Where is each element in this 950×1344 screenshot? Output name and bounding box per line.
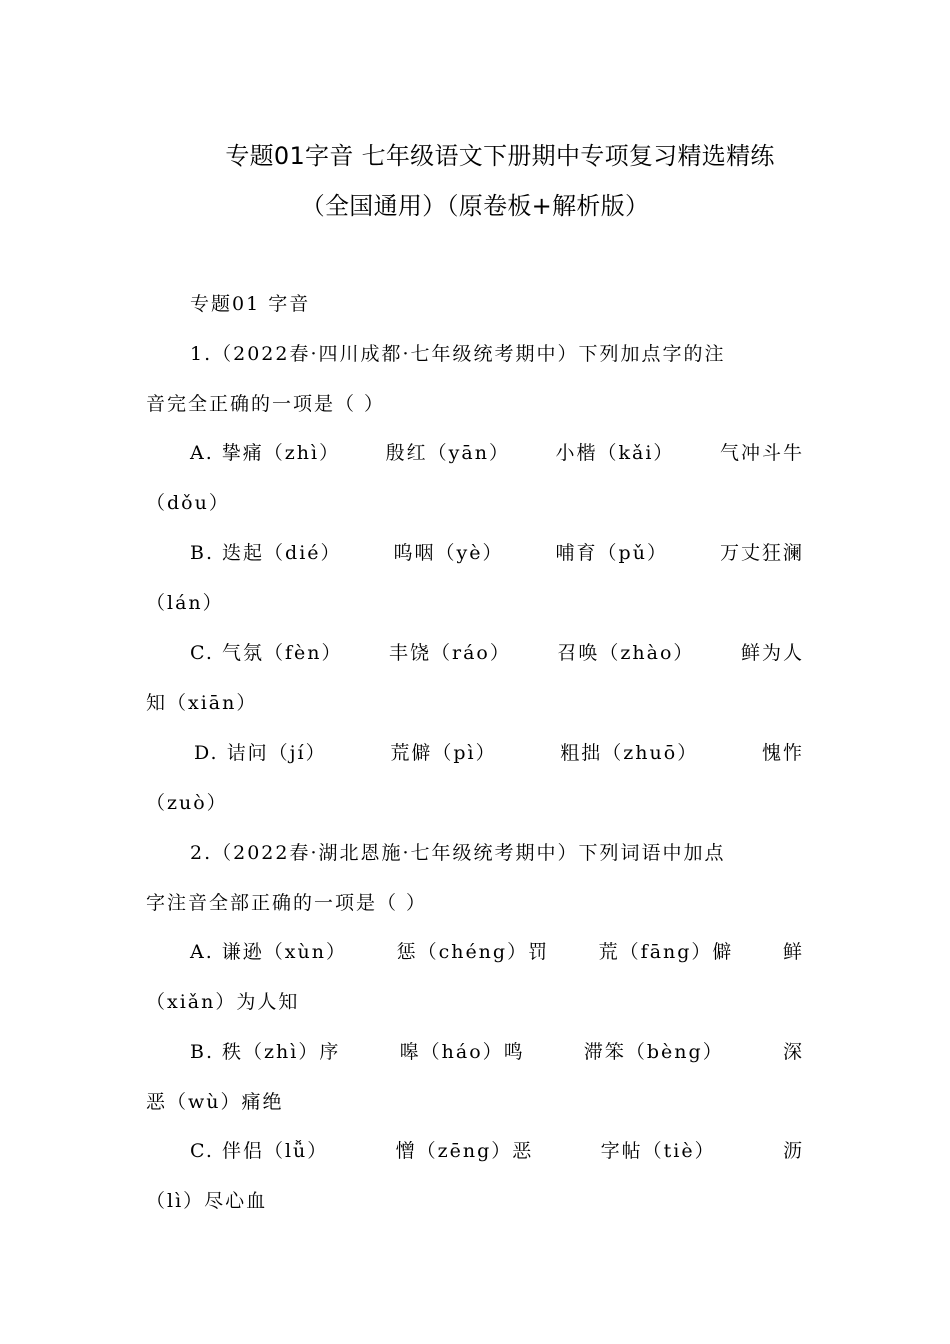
q2-stem-line1: 2.（2022春·湖北恩施·七年级统考期中）下列词语中加点 — [190, 842, 726, 864]
q1-option-c — [190, 638, 804, 665]
document-title-line1: 专题01字音 七年级语文下册期中专项复习精选精练 — [225, 142, 775, 170]
q1-b-word3: 哺育（pǔ） — [555, 542, 668, 564]
q2-option-b-cont: 恶（wù）痛绝 — [146, 1091, 284, 1113]
q2-a-word4: 鲜 — [782, 941, 804, 963]
q2-a-word3: 荒（fāng）僻 — [598, 941, 734, 963]
q2-stem-line2: 字注音全部正确的一项是（ ） — [146, 892, 428, 914]
q2-c-word2: 憎（zēng）恶 — [395, 1140, 534, 1162]
q1-c-word1: C. 气氛（fèn） — [190, 642, 343, 664]
q1-c-word4: 鲜为人 — [740, 642, 804, 664]
q2-option-a-cont: （xiǎn）为人知 — [146, 991, 300, 1013]
q1-option-a — [190, 438, 804, 465]
q1-a-word2: 殷红（yān） — [385, 442, 510, 464]
q1-option-a-cont: （dǒu） — [146, 492, 230, 514]
q2-b-word3: 滞笨（bèng） — [583, 1041, 724, 1063]
q2-c-word4: 沥 — [782, 1140, 804, 1162]
q2-b-word1: B. 秩（zhì）序 — [190, 1041, 341, 1063]
q2-option-c — [190, 1136, 804, 1163]
q1-a-word4: 气冲斗牛 — [719, 442, 804, 464]
q2-a-word1: A. 谦逊（xùn） — [190, 941, 347, 963]
document-title-line2: （全国通用）（原卷板+解析版） — [300, 192, 650, 220]
q1-stem-line1: 1.（2022春·四川成都·七年级统考期中）下列加点字的注 — [190, 343, 726, 365]
q2-b-word4: 深 — [782, 1041, 804, 1063]
q1-d-word2: 荒僻（pì） — [390, 742, 497, 764]
q1-a-word1: A. 挚痛（zhì） — [190, 442, 341, 464]
q2-b-word2: 嗥（háo）鸣 — [399, 1041, 525, 1063]
q2-a-word2: 惩（chéng）罚 — [396, 941, 550, 963]
q1-b-word2: 呜咽（yè） — [393, 542, 504, 564]
q2-option-c-cont: （lì）尽心血 — [146, 1190, 268, 1212]
q2-option-b — [190, 1037, 804, 1064]
q1-b-word4: 万丈狂澜 — [719, 542, 804, 564]
q1-a-word3: 小楷（kǎi） — [555, 442, 675, 464]
q1-option-b — [190, 538, 804, 565]
q1-c-word3: 召唤（zhào） — [557, 642, 695, 664]
q1-d-word3: 粗拙（zhuō） — [560, 742, 699, 764]
q2-option-a — [190, 937, 804, 964]
section-heading: 专题01 字音 — [190, 293, 311, 315]
q1-d-word4: 愧怍 — [761, 742, 804, 764]
q1-option-d — [194, 738, 804, 765]
q1-stem-line2: 音完全正确的一项是（ ） — [146, 393, 386, 415]
q2-c-word3: 字帖（tiè） — [600, 1140, 716, 1162]
q1-b-word1: B. 迭起（dié） — [190, 542, 342, 564]
q1-option-c-cont: 知（xiān） — [146, 692, 258, 714]
q1-d-word1: D. 诘问（jí） — [194, 742, 327, 764]
q1-c-word2: 丰饶（ráo） — [389, 642, 511, 664]
q2-c-word1: C. 伴侣（lǚ） — [190, 1140, 329, 1162]
q1-option-b-cont: （lán） — [146, 592, 224, 614]
q1-option-d-cont: （zuò） — [146, 792, 228, 814]
